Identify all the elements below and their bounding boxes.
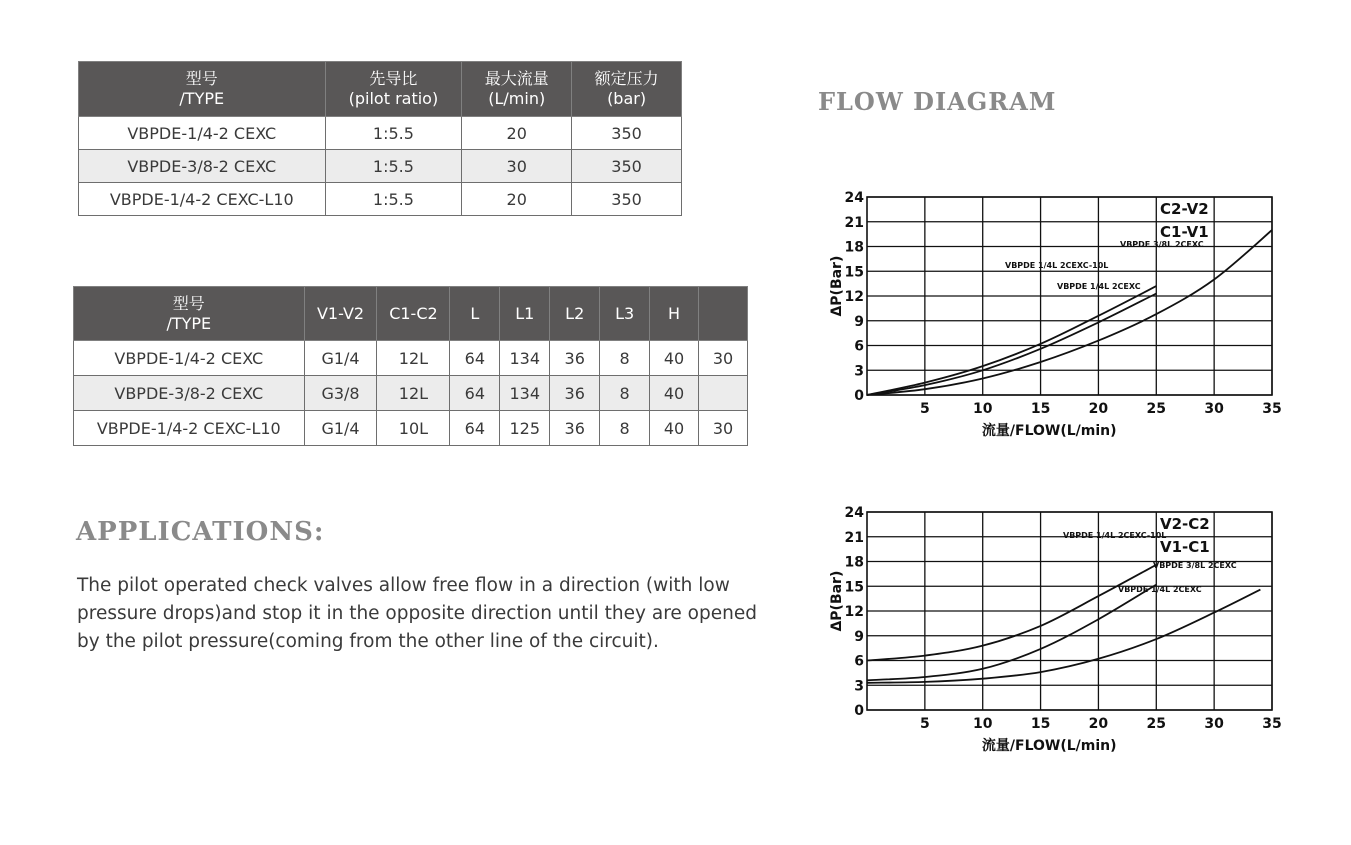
table-header-row — [74, 287, 748, 341]
x-tick-label: 20 — [1088, 716, 1109, 732]
cell-type: VBPDE-1/4-2 CEXC-L10 — [74, 411, 305, 446]
legend-label: V2-C2 — [1160, 515, 1210, 533]
y-tick-label: 15 — [844, 264, 864, 281]
table-row — [74, 376, 748, 411]
y-tick-label: 18 — [844, 554, 864, 571]
cell-type: VBPDE-3/8-2 CEXC — [79, 150, 326, 183]
cell-type: VBPDE-3/8-2 CEXC — [74, 376, 305, 411]
cell-pilot-ratio: 1:5.5 — [325, 183, 462, 216]
x-tick-label: 5 — [919, 716, 930, 732]
y-tick-label: 21 — [844, 529, 864, 546]
y-tick-label: 0 — [854, 388, 864, 404]
series-line — [867, 286, 1156, 395]
legend-label: V1-C1 — [1160, 538, 1210, 556]
y-axis-label: ΔP(Bar) — [829, 255, 845, 317]
series-label: VBPDE 3/8L 2CEXC — [1120, 240, 1204, 249]
cell-rated-pressure: 350 — [572, 150, 682, 183]
table-row — [79, 183, 682, 216]
x-tick-label: 5 — [919, 401, 930, 417]
series-label: VBPDE 3/8L 2CEXC — [1153, 561, 1237, 570]
y-tick-label: 21 — [844, 214, 864, 231]
cell-max-flow: 30 — [462, 150, 572, 183]
cell-pilot-ratio: 1:5.5 — [325, 150, 462, 183]
header-c1-c2: C1-C2 — [377, 287, 450, 341]
y-tick-label: 9 — [854, 628, 864, 645]
header-max-flow: 最大流量 (L/min) — [462, 62, 572, 117]
y-tick-label: 18 — [844, 239, 864, 256]
cell-max-flow: 20 — [462, 117, 572, 150]
cell-c1-c2: 12L — [377, 376, 450, 411]
y-tick-label: 12 — [844, 289, 864, 305]
x-tick-label: 30 — [1204, 401, 1224, 417]
flow-diagram-title: FLOW DIAGRAM — [818, 87, 1057, 116]
series-line — [867, 565, 1156, 661]
cell-l2: 36 — [550, 411, 600, 446]
cell-pilot-ratio: 1:5.5 — [325, 117, 462, 150]
table-row — [79, 117, 682, 150]
y-tick-label: 3 — [854, 363, 864, 380]
table-row — [79, 150, 682, 183]
specs-table — [78, 61, 682, 216]
y-tick-label: 12 — [844, 604, 864, 620]
cell-v1-v2: G3/8 — [304, 376, 377, 411]
cell-l3: 8 — [600, 376, 650, 411]
applications-text: The pilot operated check valves allow free flow in a direction (with low pressure drops)and stop it in the opposite direction until they are opened by the pilot pressure(coming from the other line of the circuit). — [77, 575, 757, 652]
cell-l2: 36 — [550, 376, 600, 411]
x-tick-label: 15 — [1030, 716, 1051, 732]
series-label: VBPDE 1/4L 2CEXC-10L — [1005, 261, 1109, 270]
cell-l: 64 — [450, 341, 500, 376]
x-tick-label: 15 — [1030, 401, 1051, 417]
y-tick-label: 24 — [844, 505, 864, 521]
cell-rated-pressure: 350 — [572, 183, 682, 216]
x-tick-label: 25 — [1146, 716, 1167, 732]
cell-l2: 36 — [550, 341, 600, 376]
y-tick-label: 24 — [844, 190, 864, 206]
cell-h: 40 — [650, 376, 699, 411]
y-axis-label: ΔP(Bar) — [829, 570, 845, 632]
cell-c1-c2: 10L — [377, 411, 450, 446]
y-tick-label: 9 — [854, 313, 864, 330]
dimensions-table — [73, 286, 748, 446]
cell-h: 40 — [650, 411, 699, 446]
header-l: L — [450, 287, 500, 341]
y-tick-label: 0 — [854, 703, 864, 719]
cell-v1-v2: G1/4 — [304, 341, 377, 376]
y-tick-label: 15 — [844, 579, 864, 596]
applications-title: APPLICATIONS: — [76, 517, 325, 547]
cell-extra — [699, 376, 748, 411]
cell-v1-v2: G1/4 — [304, 411, 377, 446]
cell-l1: 134 — [500, 376, 550, 411]
cell-max-flow: 20 — [462, 183, 572, 216]
x-tick-label: 10 — [972, 716, 993, 732]
header-l2: L2 — [550, 287, 600, 341]
header-v1-v2: V1-V2 — [304, 287, 377, 341]
cell-extra: 30 — [699, 411, 748, 446]
table-row — [74, 341, 748, 376]
header-l1: L1 — [500, 287, 550, 341]
x-tick-label: 35 — [1262, 401, 1282, 417]
legend-label: C2-V2 — [1160, 200, 1209, 218]
cell-l3: 8 — [600, 411, 650, 446]
header-type: 型号 /TYPE — [79, 62, 326, 117]
header-h: H — [650, 287, 699, 341]
legend-label: C1-V1 — [1160, 223, 1209, 241]
x-tick-label: 30 — [1204, 716, 1224, 732]
cell-type: VBPDE-1/4-2 CEXC — [79, 117, 326, 150]
x-tick-label: 35 — [1262, 716, 1282, 732]
series-label: VBPDE 1/4L 2CEXC-10L — [1063, 531, 1167, 540]
y-tick-label: 3 — [854, 678, 864, 695]
y-tick-label: 6 — [854, 338, 864, 355]
header-extra — [699, 287, 748, 341]
x-axis-label: 流量/FLOW(L/min) — [981, 423, 1117, 439]
cell-type: VBPDE-1/4-2 CEXC-L10 — [79, 183, 326, 216]
cell-l1: 134 — [500, 341, 550, 376]
series-label: VBPDE 1/4L 2CEXC — [1118, 585, 1202, 594]
cell-h: 40 — [650, 341, 699, 376]
x-tick-label: 25 — [1146, 401, 1167, 417]
cell-l: 64 — [450, 411, 500, 446]
cell-c1-c2: 12L — [377, 341, 450, 376]
cell-l: 64 — [450, 376, 500, 411]
table-header-row — [79, 62, 682, 117]
header-type: 型号 /TYPE — [74, 287, 305, 341]
cell-rated-pressure: 350 — [572, 117, 682, 150]
cell-type: VBPDE-1/4-2 CEXC — [74, 341, 305, 376]
flow-chart-bottom — [815, 500, 1290, 765]
header-rated-pressure: 额定压力 (bar) — [572, 62, 682, 117]
table-row — [74, 411, 748, 446]
header-l3: L3 — [600, 287, 650, 341]
cell-extra: 30 — [699, 341, 748, 376]
cell-l3: 8 — [600, 341, 650, 376]
cell-l1: 125 — [500, 411, 550, 446]
series-line — [867, 585, 1156, 681]
header-pilot-ratio: 先导比 (pilot ratio) — [325, 62, 462, 117]
series-label: VBPDE 1/4L 2CEXC — [1057, 282, 1141, 291]
x-tick-label: 10 — [972, 401, 993, 417]
flow-chart-top — [815, 185, 1290, 450]
x-axis-label: 流量/FLOW(L/min) — [981, 738, 1117, 754]
y-tick-label: 6 — [854, 653, 864, 670]
x-tick-label: 20 — [1088, 401, 1109, 417]
